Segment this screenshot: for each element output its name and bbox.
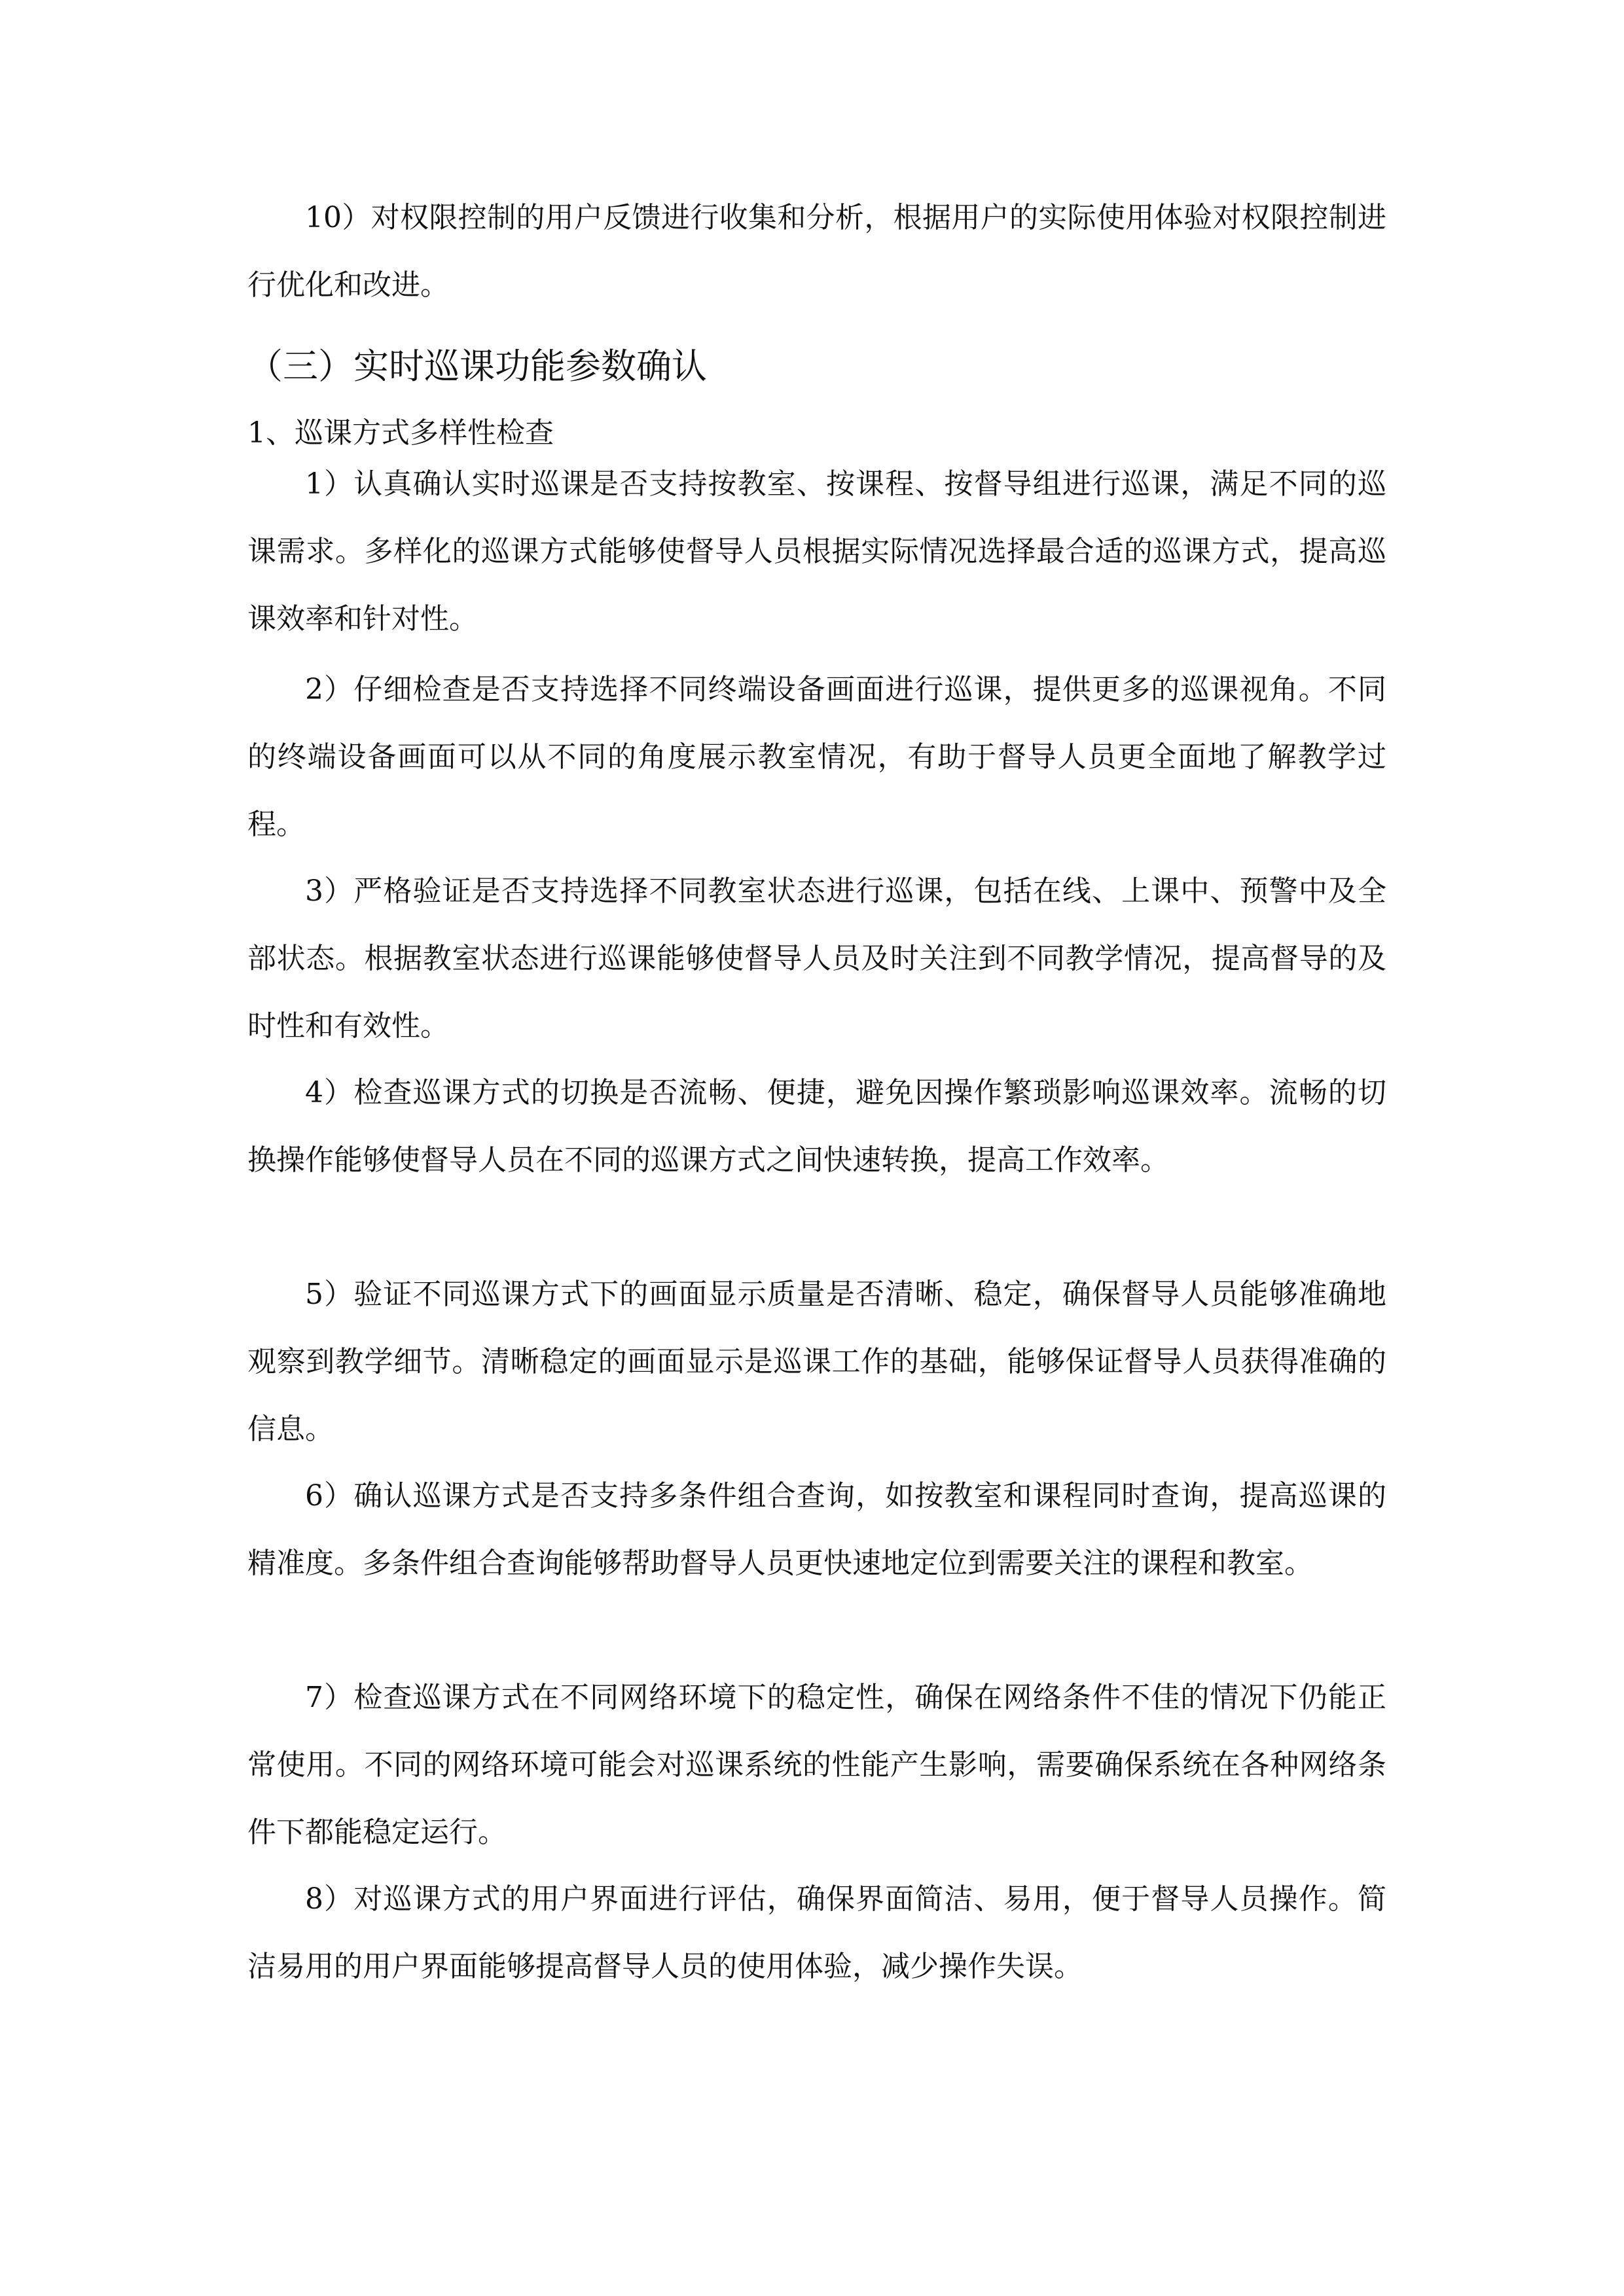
paragraph-1: 1）认真确认实时巡课是否支持按教室、按课程、按督导组进行巡课，满足不同的巡课需求。多样化的巡课方式能够使督导人员根据实际情况选择最合适的巡课方式，提高巡课效率和针对性。	[247, 467, 1386, 636]
paragraph-4: 4）检查巡课方式的切换是否流畅、便捷，避免因操作繁琐影响巡课效率。流畅的切换操作能够使督导人员在不同的巡课方式之间快速转换，提高工作效率。	[247, 1076, 1386, 1177]
paragraph-10: 10）对权限控制的用户反馈进行收集和分析，根据用户的实际使用体验对权限控制进行优化和改进。	[247, 201, 1386, 302]
subsection-heading: 1、巡课方式多样性检查	[247, 416, 554, 450]
paragraph-5: 5）验证不同巡课方式下的画面显示质量是否清晰、稳定，确保督导人员能够准确地观察到教学细节。清晰稳定的画面显示是巡课工作的基础，能够保证督导人员获得准确的信息。	[247, 1278, 1386, 1446]
paragraph-7: 7）检查巡课方式在不同网络环境下的稳定性，确保在网络条件不佳的情况下仍能正常使用。不同的网络环境可能会对巡课系统的性能产生影响，需要确保系统在各种网络条件下都能稳定运行。	[247, 1681, 1386, 1849]
paragraph-3: 3）严格验证是否支持选择不同教室状态进行巡课，包括在线、上课中、预警中及全部状态。根据教室状态进行巡课能够使督导人员及时关注到不同教学情况，提高督导的及时性和有效性。	[247, 874, 1386, 1043]
paragraph-8: 8）对巡课方式的用户界面进行评估，确保界面简洁、易用，便于督导人员操作。简洁易用的用户界面能够提高督导人员的使用体验，减少操作失误。	[247, 1882, 1386, 1983]
paragraph-6: 6）确认巡课方式是否支持多条件组合查询，如按教室和课程同时查询，提高巡课的精准度。多条件组合查询能够帮助督导人员更快速地定位到需要关注的课程和教室。	[247, 1479, 1386, 1580]
paragraph-2: 2）仔细检查是否支持选择不同终端设备画面进行巡课，提供更多的巡课视角。不同的终端设备画面可以从不同的角度展示教室情况，有助于督导人员更全面地了解教学过程。	[247, 673, 1386, 841]
section-heading: （三）实时巡课功能参数确认	[247, 346, 707, 387]
